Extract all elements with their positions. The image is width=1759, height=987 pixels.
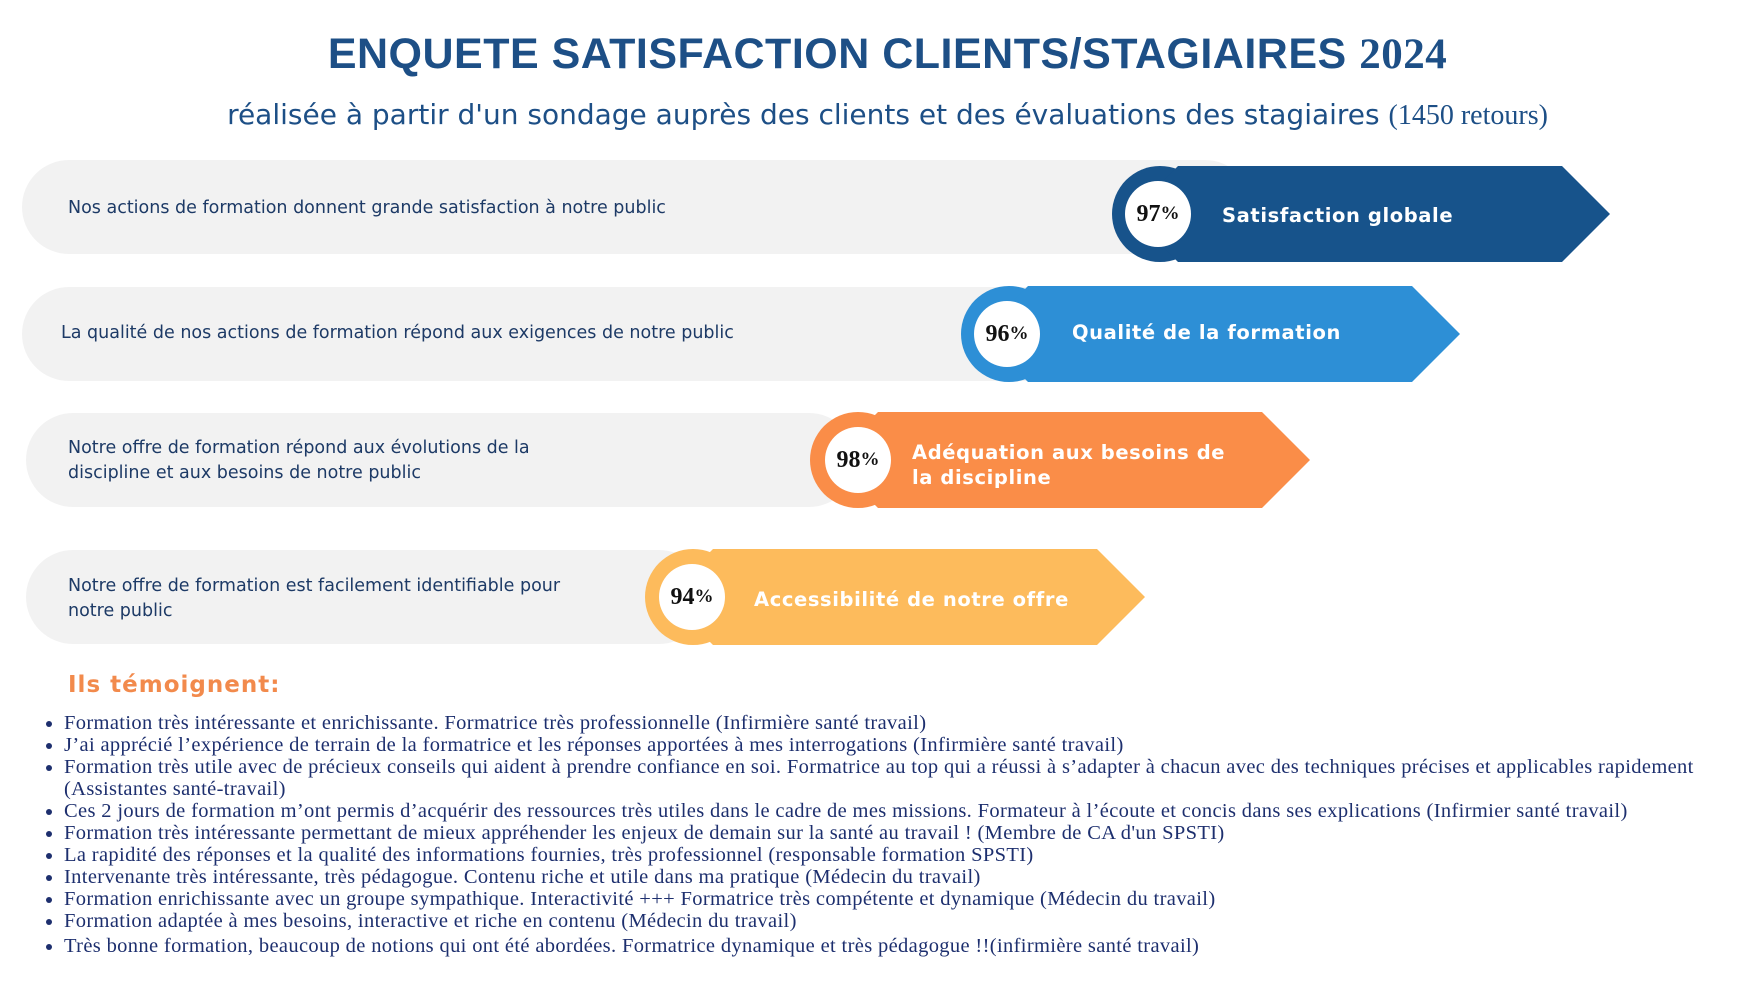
indicator-percentage: 96 % [974,301,1040,367]
indicator-description: Notre offre de formation est facilement identifiable pour notre public [68,576,561,621]
indicator-description: Notre offre de formation répond aux évolutions de la discipline et aux besoins de notre public [68,438,530,483]
testimonials-list [36,712,1759,957]
subtitle-text: réalisée à partir d'un sondage auprès des clients et des évaluations des stagiaires [227,98,1380,131]
indicator-percentage: 98 % [825,427,891,493]
indicator-percentage: 97 % [1125,181,1191,247]
indicator-description: La qualité de nos actions de formation répond aux exigences de notre public [61,323,734,343]
testimonial-item: • Formation adaptée à mes besoins, interactive et riche en contenu (Médecin du travail) [64,910,1759,932]
responses-count: (1450 retours) [1388,100,1548,131]
testimonial-item: • Formation enrichissante avec un groupe sympathique. Interactivité +++ Formatrice très compétente et dynamique (Médecin du travail) [64,888,1759,910]
testimonial-item: • Formation très utile avec de précieux conseils qui aident à prendre confiance en soi. Formatrice au top qui a réussi à s’adapter à chacun avec des techniques précises et applicables rapidement (Assistantes santé-travail) [64,756,1759,800]
indicator-label: Satisfaction globale [1222,204,1454,227]
page-title [0,30,1759,79]
testimonial-item: • Très bonne formation, beaucoup de notions qui ont été abordées. Formatrice dynamique et très pédagogue !!(infirmière santé travail) [64,935,1759,957]
indicator-label: Accessibilité de notre offre [754,588,1069,611]
testimonial-item: • Ces 2 jours de formation m’ont permis d’acquérir des ressources très utiles dans le cadre de mes missions. Formateur à l’écoute et concis dans ses explications (Infirmier santé travail) [64,800,1759,822]
title-year: 2024 [1359,31,1448,78]
indicator-description: Nos actions de formation donnent grande satisfaction à notre public [68,198,666,218]
testimonial-item: • Intervenante très intéressante, très pédagogue. Contenu riche et utile dans ma pratique (Médecin du travail) [64,866,1759,888]
testimonials-heading: Ils témoignent: [68,672,281,698]
page-subtitle [0,98,1759,132]
indicator-label: Qualité de la formation [1072,321,1341,344]
testimonial-item: • La rapidité des réponses et la qualité des informations fournies, très professionnel (responsable formation SPSTI) [64,844,1759,866]
indicator-percentage: 94 % [659,564,725,630]
testimonial-item: • Formation très intéressante permettant de mieux appréhender les enjeux de demain sur la santé au travail ! (Membre de CA d'un SPSTI) [64,822,1759,844]
testimonial-item: • Formation très intéressante et enrichissante. Formatrice très professionnelle (Infirmière santé travail) [64,712,1759,734]
title-text: ENQUETE SATISFACTION CLIENTS/STAGIAIRES [327,30,1347,78]
indicator-label: Adéquation aux besoins de la discipline [912,441,1226,489]
testimonial-item: • J’ai apprécié l’expérience de terrain de la formatrice et les réponses apportées à mes interrogations (Infirmière santé travail) [64,734,1759,756]
